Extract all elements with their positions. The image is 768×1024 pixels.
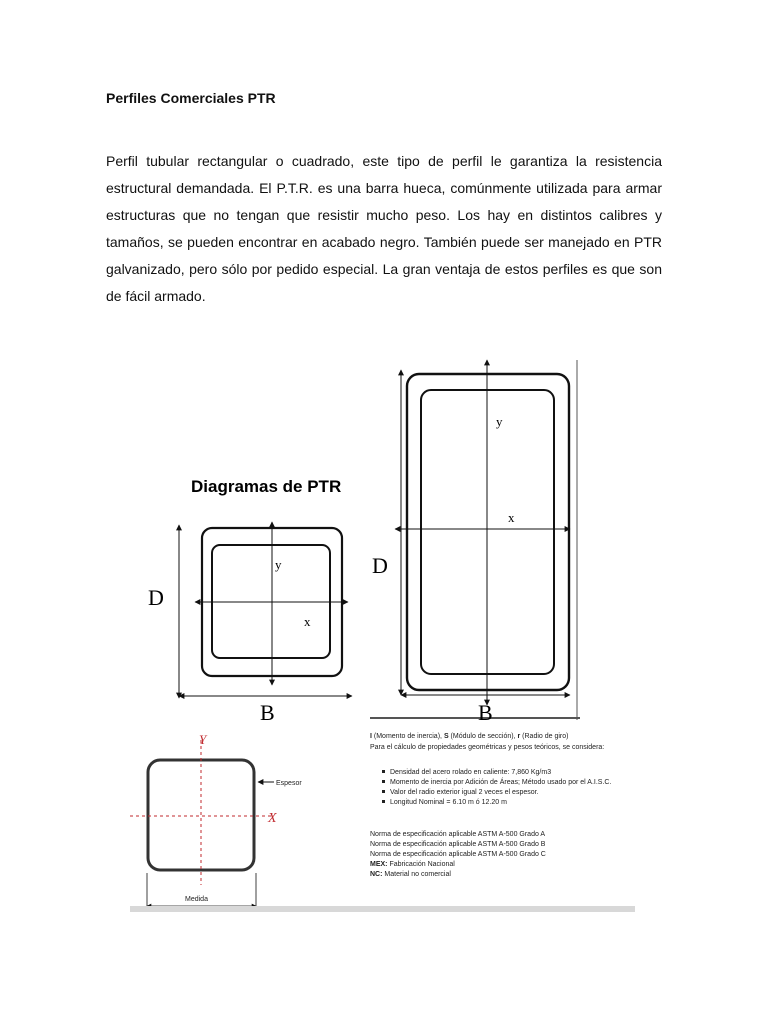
rect-y-label: y [496, 414, 503, 429]
notes-block [370, 733, 611, 878]
notes-line-consider: Para el cálculo de propiedades geométricas y pesos teóricos, se considera: [370, 744, 605, 751]
notes-bullets [382, 769, 611, 806]
notes-mex: MEX: Fabricación Nacional [370, 861, 455, 868]
notes-line-properties: I (Momento de inercia), S (Módulo de sección), r (Radio de giro) [370, 733, 569, 740]
rectangle-ptr-diagram [372, 360, 570, 725]
notes-bullet: Densidad del acero rolado en caliente: 7,860 Kg/m3 [390, 769, 552, 776]
square-ptr-diagram [148, 522, 352, 725]
bullet-mark [382, 770, 385, 773]
ptr-figure [130, 340, 635, 915]
square-x-label: x [304, 614, 311, 629]
notes-bullet: Momento de inercia por Adición de Áreas; Método usado por el A.I.S.C. [390, 779, 612, 786]
square-b-label: B [260, 700, 275, 725]
square-y-label: y [275, 557, 282, 572]
bullet-mark [382, 800, 385, 803]
notes-bullet: Longitud Nominal = 6.10 m ó 12.20 m [390, 799, 507, 806]
rect-outer-wall [407, 374, 569, 690]
notes-nc: NC: Material no comercial [370, 871, 451, 878]
notes-norm: Norma de especificación aplicable ASTM A-500 Grado C [370, 851, 546, 858]
notes-norm: Norma de especificación aplicable ASTM A-500 Grado B [370, 841, 546, 848]
rect-d-label: D [372, 553, 388, 578]
bullet-mark [382, 790, 385, 793]
tube-x-label: X [268, 811, 277, 826]
figure-bottom-strip [130, 906, 635, 912]
square-d-label: D [148, 585, 164, 610]
document-title: Perfiles Comerciales PTR [106, 90, 276, 106]
ptr-diagrams-svg [130, 340, 635, 915]
rect-b-label: B [478, 700, 493, 725]
bullet-mark [382, 780, 385, 783]
diagram-title: Diagramas de PTR [191, 477, 342, 496]
rect-x-label: x [508, 510, 515, 525]
notes-bullet: Valor del radio exterior igual 2 veces el espesor. [390, 789, 539, 796]
document-paragraph: Perfil tubular rectangular o cuadrado, este tipo de perfil le garantiza la resistencia estructural demandada. El P.T.R. es una barra hueca, comúnmente utilizada para armar estructuras que no tengan que resistir mucho peso. Los hay en distintos calibres y tamaños, se pueden encontrar en acabado negro. También puede ser manejado en PTR galvanizado, pero sólo por pedido especial. La gran ventaja de estos perfiles es que son de fácil armado. [106, 153, 662, 304]
espesor-label: Espesor [276, 780, 302, 787]
tube-section-diagram [130, 732, 302, 912]
tube-y-label: Y [199, 732, 207, 747]
notes-norm: Norma de especificación aplicable ASTM A-500 Grado A [370, 831, 546, 838]
medida-label: Medida [185, 896, 208, 903]
